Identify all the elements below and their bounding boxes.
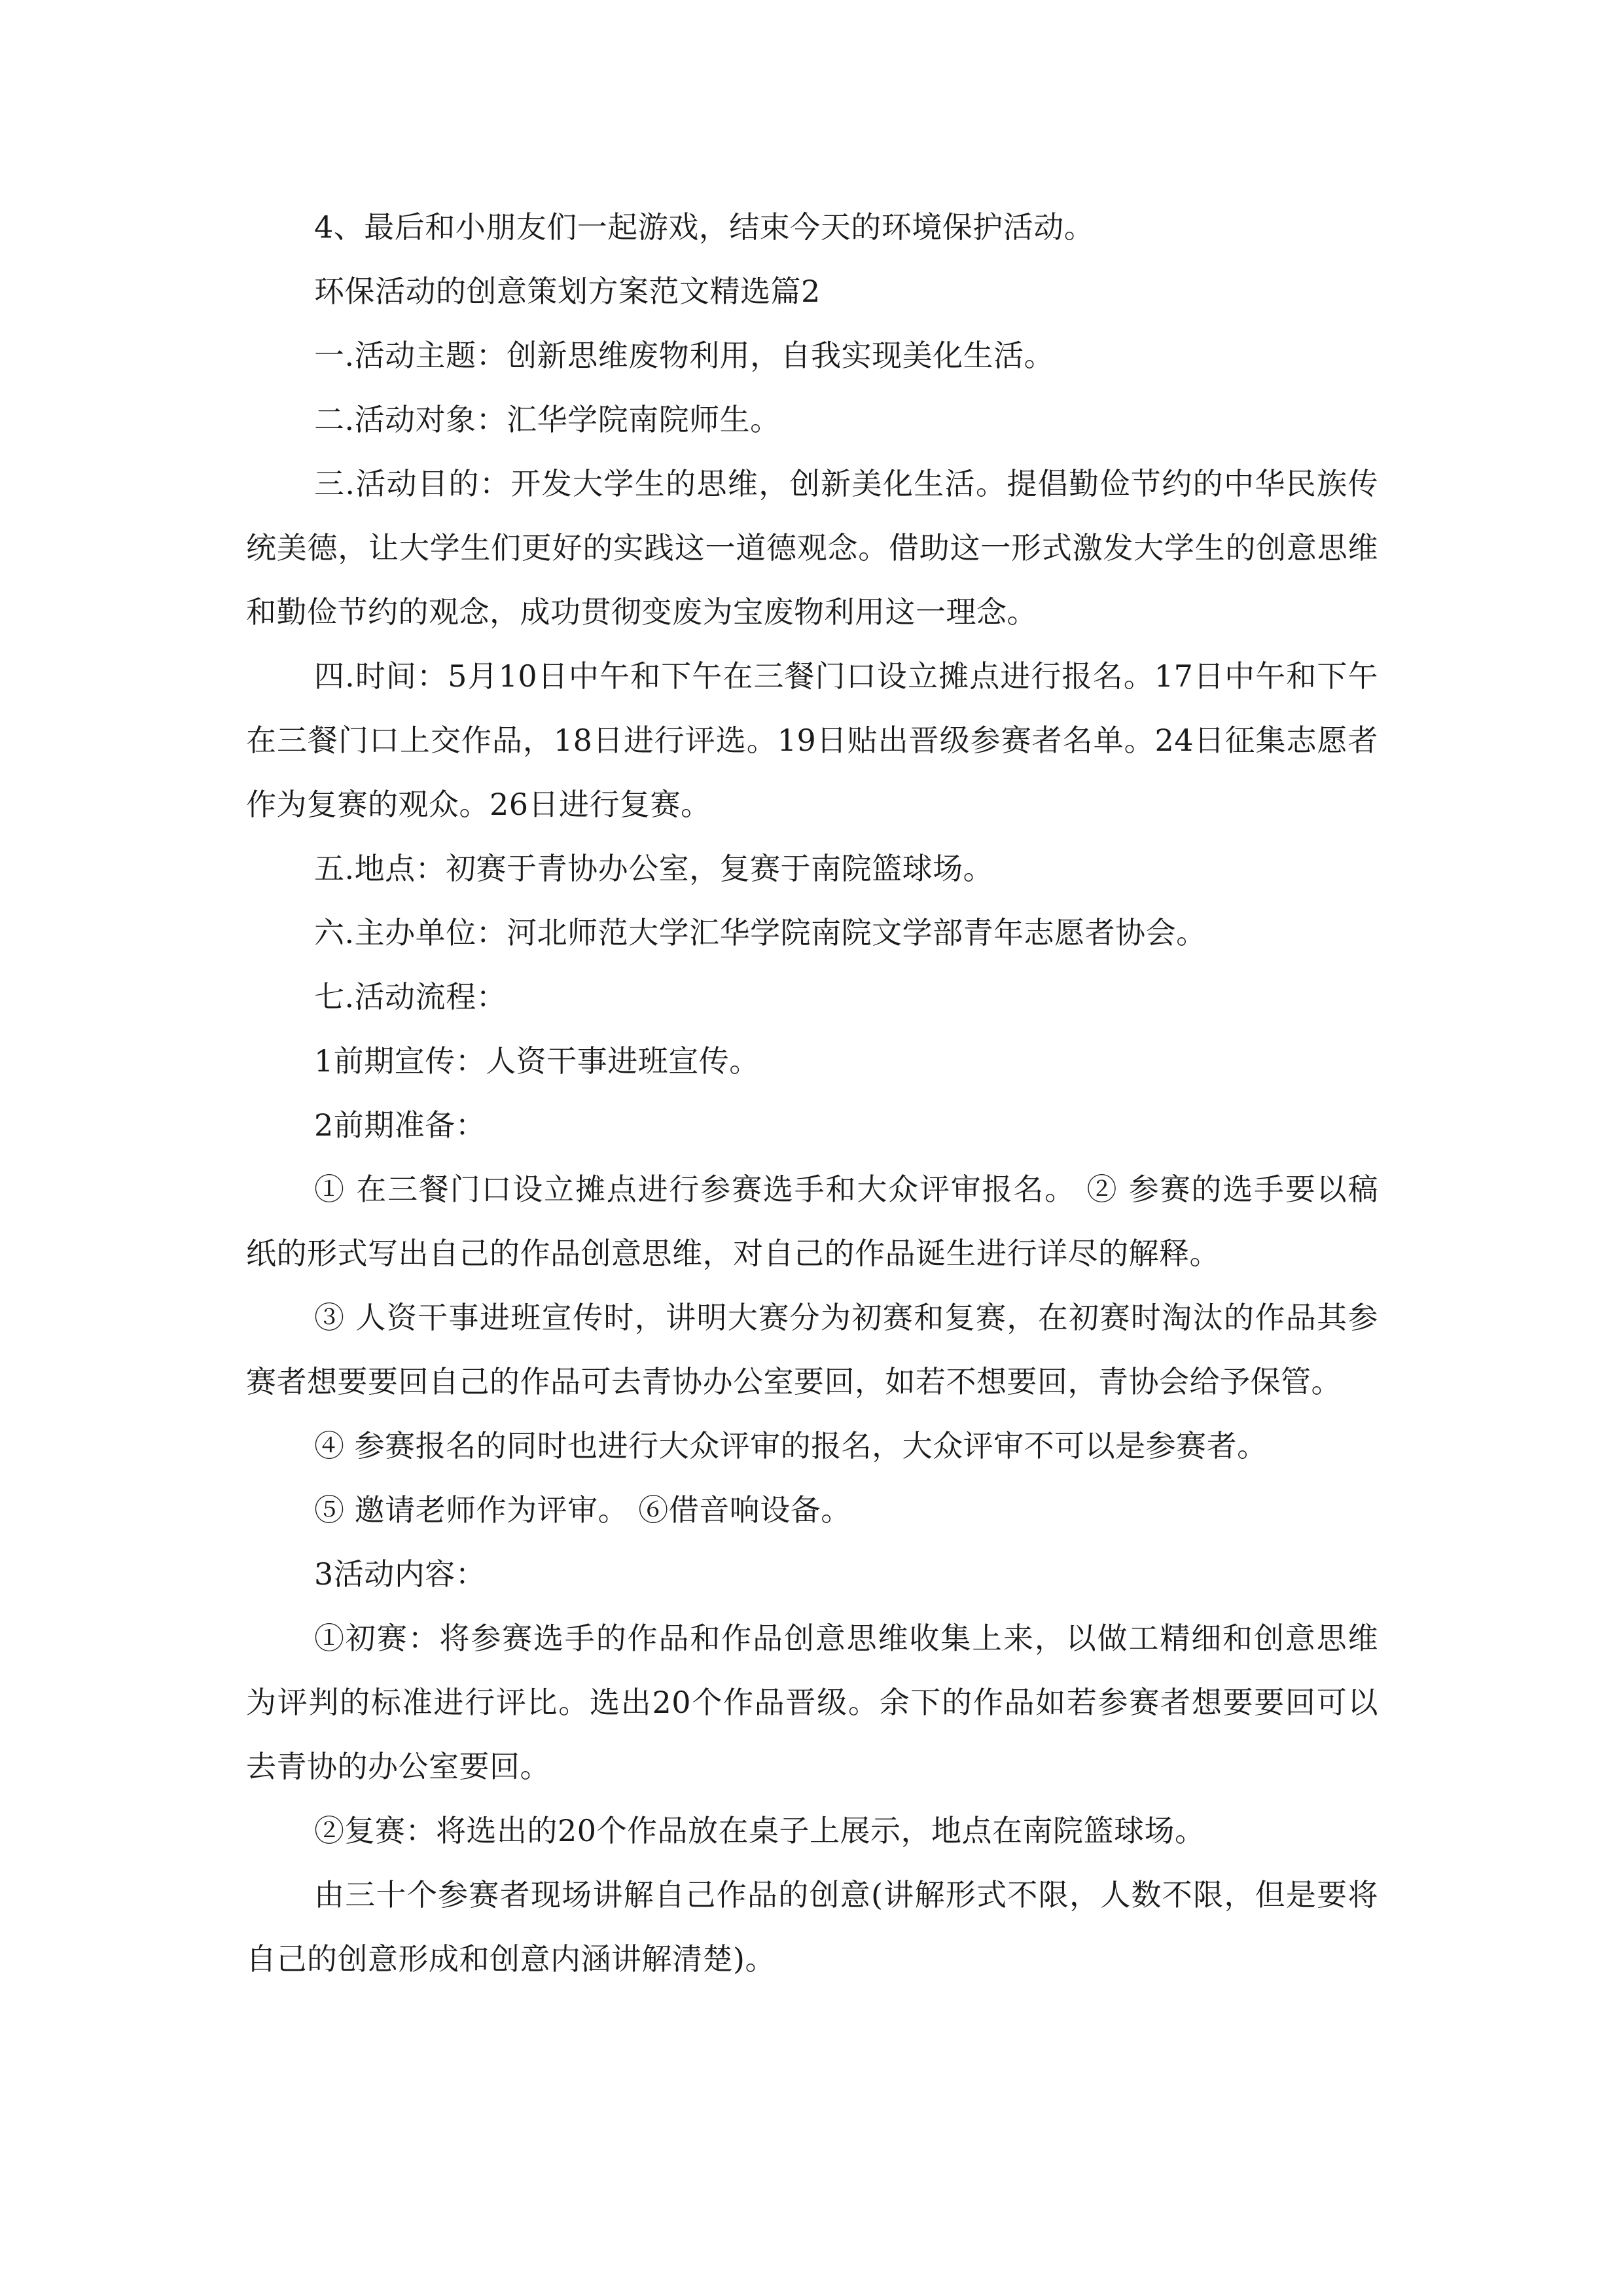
paragraph: 由三十个参赛者现场讲解自己作品的创意(讲解形式不限，人数不限，但是要将自己的创意形成和创意内涵讲解清楚)。 — [246, 1877, 1378, 1977]
paragraph: ④ 参赛报名的同时也进行大众评审的报名，大众评审不可以是参赛者。 — [314, 1428, 1268, 1463]
section-heading: 环保活动的创意策划方案范文精选篇2 — [314, 274, 821, 309]
paragraph: 四.时间：5月10日中午和下午在三餐门口设立摊点进行报名。17日中午和下午在三餐门口上交作品，18日进行评选。19日贴出晋级参赛者名单。24日征集志愿者作为复赛的观众。26日进行复赛。 — [246, 658, 1378, 822]
paragraph: 三.活动目的：开发大学生的思维，创新美化生活。提倡勤俭节约的中华民族传统美德，让大学生们更好的实践这一道德观念。借助这一形式激发大学生的创意思维和勤俭节约的观念，成功贯彻变废为宝废物利用这一理念。 — [246, 466, 1378, 630]
document-body — [246, 195, 1378, 1991]
paragraph: ⑤ 邀请老师作为评审。 ⑥借音响设备。 — [314, 1492, 851, 1528]
paragraph: 4、最后和小朋友们一起游戏，结束今天的环境保护活动。 — [314, 209, 1095, 245]
paragraph: 二.活动对象：汇华学院南院师生。 — [314, 402, 781, 437]
paragraph: 3活动内容： — [314, 1556, 486, 1592]
paragraph: 七.活动流程： — [314, 979, 507, 1014]
paragraph: 一.活动主题：创新思维废物利用，自我实现美化生活。 — [314, 338, 1055, 373]
paragraph: ①初赛：将参赛选手的作品和作品创意思维收集上来，以做工精细和创意思维为评判的标准进行评比。选出20个作品晋级。余下的作品如若参赛者想要要回可以去青协的办公室要回。 — [246, 1621, 1378, 1784]
paragraph: ②复赛：将选出的20个作品放在桌子上展示，地点在南院篮球场。 — [314, 1813, 1205, 1848]
paragraph: 六.主办单位：河北师范大学汇华学院南院文学部青年志愿者协会。 — [314, 915, 1207, 950]
paragraph: ③ 人资干事进班宣传时，讲明大赛分为初赛和复赛，在初赛时淘汰的作品其参赛者想要要回自己的作品可去青协办公室要回，如若不想要回，青协会给予保管。 — [246, 1300, 1378, 1399]
paragraph: ① 在三餐门口设立摊点进行参赛选手和大众评审报名。 ② 参赛的选手要以稿纸的形式写出自己的作品创意思维，对自己的作品诞生进行详尽的解释。 — [246, 1172, 1378, 1271]
paragraph: 1前期宣传：人资干事进班宣传。 — [314, 1043, 760, 1079]
paragraph: 五.地点：初赛于青协办公室，复赛于南院篮球场。 — [314, 851, 994, 886]
paragraph: 2前期准备： — [314, 1107, 486, 1143]
